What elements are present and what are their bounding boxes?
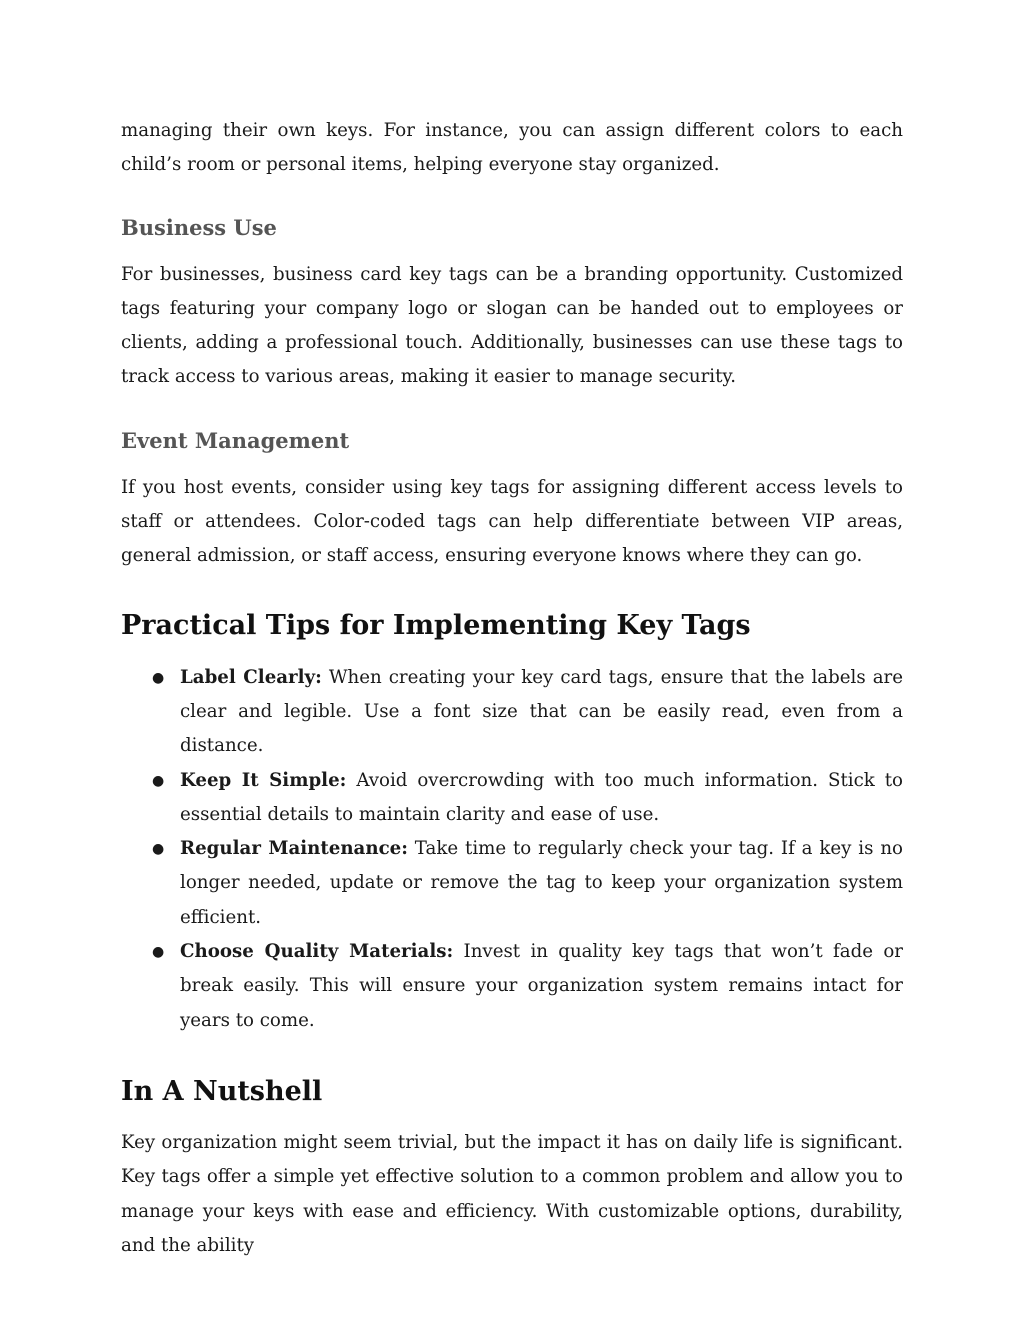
tip-text: Invest in quality key tags that won’t fade or break easily. This will ensure your organization system remains intact for years to come. (180, 941, 903, 1031)
business-use-heading: Business Use (121, 214, 277, 240)
tip-label: Keep It Simple: (180, 769, 347, 791)
bullet-icon: ● (152, 841, 165, 858)
list-item (121, 832, 903, 935)
event-management-paragraph: If you host events, consider using key tags for assigning different access levels to staff or attendees. Color-coded tags can help differentiate between VIP areas, general admission, or staff access, ensuring everyone knows where they can go. (121, 476, 903, 567)
bullet-icon: ● (152, 944, 165, 961)
tip-label: Choose Quality Materials: (180, 941, 454, 963)
document-page (121, 114, 903, 1263)
bullet-icon: ● (152, 669, 165, 686)
practical-tips-heading: Practical Tips for Implementing Key Tags (121, 609, 751, 641)
tip-label: Label Clearly: (180, 666, 322, 688)
tip-text: When creating your key card tags, ensure that the labels are clear and legible. Use a font size that can be easily read, even from a distance. (180, 666, 903, 757)
bullet-icon: ● (152, 772, 165, 789)
business-use-paragraph: For businesses, business card key tags can be a branding opportunity. Customized tags featuring your company logo or slogan can be handed out to employees or clients, adding a professional touch. Additionally, businesses can use these tags to track access to various areas, making it easier to manage security. (121, 263, 903, 388)
list-item (121, 935, 903, 1038)
event-management-heading: Event Management (121, 427, 350, 453)
nutshell-heading: In A Nutshell (121, 1075, 323, 1107)
list-item (121, 661, 903, 764)
practical-tips-list (121, 661, 903, 1038)
list-item (121, 764, 903, 833)
tip-text: Take time to regularly check your tag. If a key is no longer needed, update or remove the tag to keep your organization system efficient. (180, 838, 903, 928)
tip-label: Regular Maintenance: (180, 838, 408, 860)
tip-text: Avoid overcrowding with too much information. Stick to essential details to maintain clarity and ease of use. (180, 769, 903, 825)
nutshell-paragraph: Key organization might seem trivial, but the impact it has on daily life is significant. Key tags offer a simple yet effective solution to a common problem and allow you to manage your keys with ease and efficiency. With customizable options, durability, and the ability (121, 1131, 903, 1256)
intro-paragraph: managing their own keys. For instance, you can assign different colors to each child’s room or personal items, helping everyone stay organized. (121, 120, 903, 176)
